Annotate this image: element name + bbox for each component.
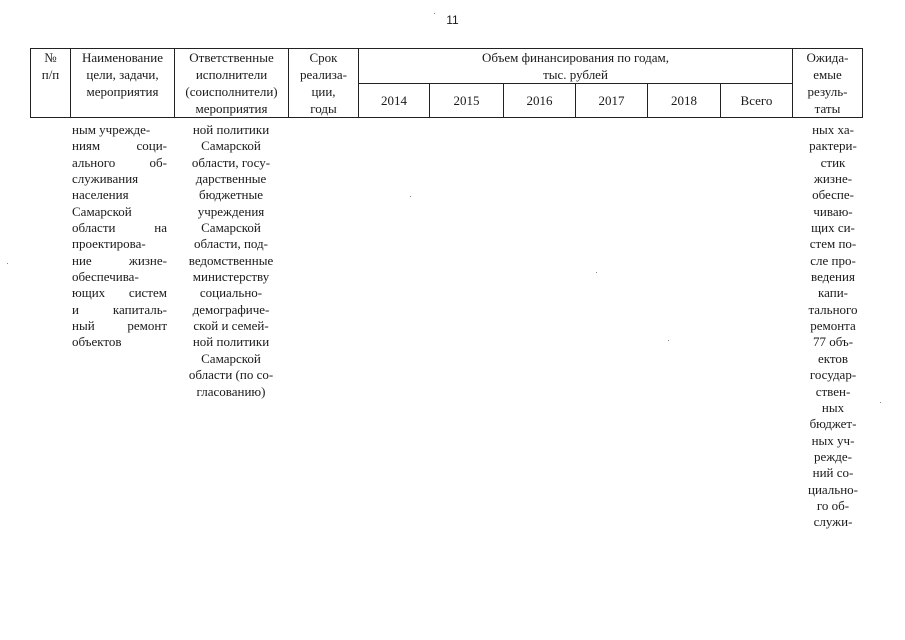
header-result-line: емые — [813, 67, 842, 82]
responsible-line: ной политики — [192, 334, 270, 350]
result-line: циально- — [807, 481, 858, 497]
name-word: ный — [72, 318, 95, 334]
responsible-line: Самарской — [201, 350, 261, 366]
scan-speck — [7, 263, 8, 264]
name-line — [72, 204, 167, 220]
header-responsible-line: мероприятия — [195, 101, 268, 116]
header-responsible-cell — [175, 49, 289, 118]
scan-speck — [668, 340, 669, 341]
result-line: ний со- — [812, 465, 854, 481]
header-term-line: Срок — [309, 50, 338, 65]
responsible-line: социально- — [199, 285, 263, 301]
header-term-line: годы — [310, 101, 337, 116]
responsible-line: министерству — [192, 269, 270, 285]
name-line — [72, 285, 167, 301]
result-line: режде- — [814, 448, 852, 464]
name-line — [72, 122, 167, 138]
name-word: служивания — [72, 171, 139, 187]
name-word: об- — [149, 154, 167, 170]
body-result-column — [798, 122, 868, 531]
responsible-line: ской и семей- — [193, 318, 269, 334]
name-line — [72, 302, 167, 318]
scan-speck — [880, 402, 881, 403]
body-responsible-column — [174, 122, 288, 400]
header-financing-line: тыс. рублей — [543, 67, 608, 82]
name-word: населения — [72, 187, 129, 203]
name-word: на — [154, 220, 167, 236]
result-line: ствен- — [815, 383, 851, 399]
name-word: области — [72, 220, 116, 236]
header-responsible-line: исполнители — [195, 67, 268, 82]
header-number-line: п/п — [41, 67, 60, 82]
name-line — [72, 253, 167, 269]
name-word: соци- — [136, 138, 167, 154]
result-line: стик — [820, 154, 846, 170]
scan-speck — [410, 196, 411, 197]
result-line: бюджет- — [809, 416, 857, 432]
name-word: ющих — [72, 285, 106, 301]
scan-speck — [596, 272, 597, 273]
result-line: ведения — [811, 269, 855, 285]
name-line — [72, 171, 167, 187]
header-year-2017: 2017 — [576, 84, 648, 118]
header-financing-line: Объем финансирования по годам, — [481, 50, 670, 65]
name-word: ниям — [72, 138, 101, 154]
result-line: ектов — [817, 350, 849, 366]
page-number: 11 — [446, 13, 459, 27]
result-line: рактери- — [809, 138, 857, 154]
name-line — [72, 236, 167, 252]
financing-table-header — [30, 48, 863, 118]
name-word: капиталь- — [112, 301, 167, 317]
header-name-cell — [71, 49, 175, 118]
header-financing-cell — [359, 49, 793, 84]
header-term-line: реализа- — [300, 67, 347, 82]
result-line: ных ха- — [812, 122, 854, 137]
header-term-line: ции, — [311, 84, 336, 99]
name-word: ние — [72, 252, 92, 268]
name-word: Самарской — [72, 203, 132, 219]
result-line: ных уч- — [811, 432, 855, 448]
responsible-line: ной политики — [192, 122, 270, 137]
header-year-2015: 2015 — [430, 84, 504, 118]
header-result-line: Ожида- — [806, 50, 849, 65]
result-line: капи- — [818, 285, 848, 301]
name-word: обеспечива- — [72, 269, 139, 285]
responsible-line: области, под- — [194, 236, 268, 252]
name-line — [72, 187, 167, 203]
header-year-total: Всего — [721, 84, 793, 118]
name-word: систем — [128, 285, 167, 301]
header-name-line: цели, задачи, — [86, 67, 159, 82]
header-year-2018: 2018 — [648, 84, 721, 118]
result-line: обеспе- — [812, 187, 854, 203]
result-line: ремонта — [810, 318, 856, 334]
header-year-2014: 2014 — [359, 84, 430, 118]
name-line — [72, 269, 167, 285]
result-line: чиваю- — [813, 203, 853, 219]
result-line: тального — [808, 301, 858, 317]
header-result-line: резуль- — [807, 84, 848, 99]
scan-speck — [434, 13, 435, 14]
header-number-cell — [31, 49, 71, 118]
responsible-line: демографиче- — [192, 301, 270, 317]
result-line: го об- — [816, 497, 850, 513]
name-line — [72, 220, 167, 236]
name-word: и — [72, 301, 79, 317]
body-name-column — [72, 122, 167, 351]
result-line: жизне- — [813, 171, 853, 187]
header-result-line: таты — [814, 101, 841, 116]
responsible-line: ведомственные — [188, 252, 274, 268]
result-line: сле про- — [810, 252, 856, 268]
result-line: 77 объ- — [812, 334, 854, 350]
header-result-cell — [793, 49, 863, 118]
name-line — [72, 334, 167, 350]
header-responsible-line: (соисполнители) — [185, 84, 278, 99]
name-word: проектирова- — [72, 236, 146, 252]
name-line — [72, 318, 167, 334]
responsible-line: учреждения — [197, 203, 265, 219]
result-line: щих си- — [811, 220, 855, 236]
header-name-line: мероприятия — [86, 84, 159, 99]
name-word: ным учрежде- — [72, 122, 151, 137]
responsible-line: дарственные — [195, 171, 267, 187]
responsible-line: Самарской — [201, 220, 261, 236]
header-name-line: Наименование — [82, 50, 163, 65]
responsible-line: гласованию) — [196, 383, 266, 399]
result-line: ных — [821, 399, 845, 415]
responsible-line: бюджетные — [198, 187, 263, 203]
responsible-line: области, госу- — [191, 154, 271, 170]
header-number-line: № — [44, 50, 57, 65]
name-line — [72, 155, 167, 171]
name-line — [72, 138, 167, 154]
name-word: жизне- — [128, 252, 167, 268]
name-word: объектов — [72, 334, 122, 350]
result-line: государ- — [809, 367, 857, 383]
responsible-line: Самарской — [201, 138, 261, 154]
responsible-line: области (по со- — [188, 367, 274, 383]
name-word: ального — [72, 154, 116, 170]
result-line: стем по- — [809, 236, 857, 252]
header-responsible-line: Ответственные — [189, 50, 274, 65]
header-year-2016: 2016 — [504, 84, 576, 118]
name-word: ремонт — [127, 318, 167, 334]
result-line: служи- — [813, 514, 853, 530]
header-term-cell — [289, 49, 359, 118]
